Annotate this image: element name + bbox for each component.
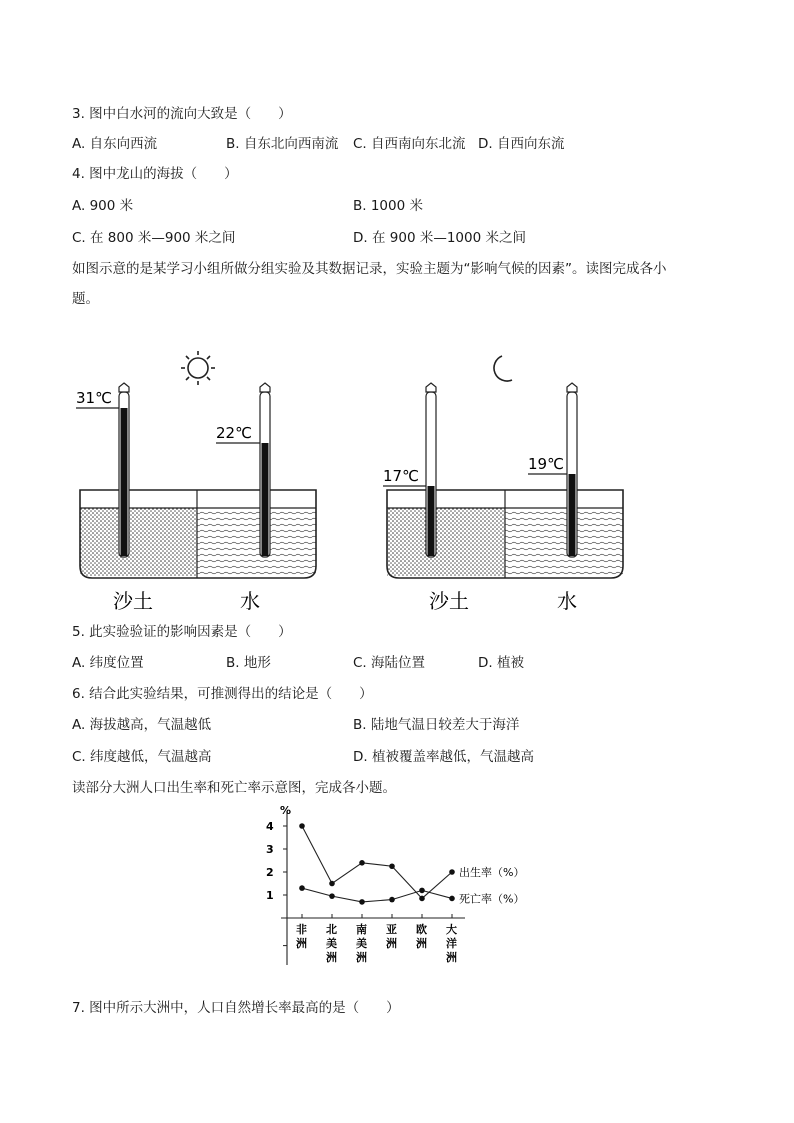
y-tick-label: 1 (266, 889, 274, 902)
intro-population-chart: 读部分大洲人口出生率和死亡率示意图，完成各小题。 (72, 780, 396, 796)
sun-icon (181, 351, 215, 385)
q4-option-d[interactable]: D. 在 900 米—1000 米之间 (353, 230, 526, 246)
series-label: 出生率（%） (459, 866, 525, 879)
x-tick-label: 亚 (386, 923, 397, 936)
q4-option-a[interactable]: A. 900 米 (72, 198, 134, 214)
data-point (329, 881, 335, 887)
q5-stem: 5. 此实验验证的影响因素是（ ） (72, 624, 292, 640)
data-point (359, 899, 365, 905)
series-line-1 (302, 888, 452, 902)
y-tick-label: 4 (266, 820, 274, 833)
q5-option-c[interactable]: C. 海陆位置 (353, 655, 426, 671)
x-tick-label: 美 (356, 937, 367, 950)
population-chart (250, 800, 550, 970)
day-sand-label: 沙土 (113, 589, 153, 613)
day-water-temp: 22℃ (216, 424, 252, 442)
night-sand-label: 沙土 (429, 589, 469, 613)
day-sand-temp: 31℃ (76, 389, 112, 407)
data-point (299, 823, 305, 829)
data-point (449, 869, 455, 875)
q3-stem: 3. 图中白水河的流向大致是（ ） (72, 106, 292, 122)
x-tick-label: 欧 (416, 923, 427, 936)
x-tick-label: 洲 (356, 951, 367, 964)
data-point (389, 863, 395, 869)
x-tick-label: 洲 (386, 937, 397, 950)
x-tick-label: 大 (446, 923, 457, 936)
night-container (387, 490, 623, 578)
data-point (449, 896, 455, 902)
q4-stem: 4. 图中龙山的海拔（ ） (72, 166, 238, 182)
data-point (359, 860, 365, 866)
x-tick-label: 洲 (416, 937, 427, 950)
q3-option-c[interactable]: C. 自西南向东北流 (353, 136, 466, 152)
x-tick-label: 美 (326, 937, 337, 950)
intro-experiment-line1: 如图示意的是某学习小组所做分组实验及其数据记录，实验主题为“影响气候的因素”。读图完成各小 (72, 261, 667, 277)
data-point (329, 893, 335, 899)
y-axis-label: % (280, 804, 292, 817)
day-water-label: 水 (240, 589, 260, 613)
moon-icon (494, 356, 512, 381)
q3-option-d[interactable]: D. 自西向东流 (478, 136, 565, 152)
data-point (419, 888, 425, 894)
experiment-figure (0, 340, 794, 620)
x-tick-label: 洲 (296, 937, 307, 950)
q3-option-b[interactable]: B. 自东北向西南流 (226, 136, 339, 152)
night-sand-temp: 17℃ (383, 467, 419, 485)
q5-option-b[interactable]: B. 地形 (226, 655, 271, 671)
y-tick-label: 3 (266, 843, 274, 856)
y-tick-label: 2 (266, 866, 274, 879)
series-line-0 (302, 826, 452, 898)
x-tick-label: 洲 (446, 951, 457, 964)
data-point (389, 897, 395, 903)
data-point (299, 885, 305, 891)
q3-option-a[interactable]: A. 自东向西流 (72, 136, 158, 152)
x-tick-label: 洋 (446, 937, 457, 950)
q6-option-a[interactable]: A. 海拔越高，气温越低 (72, 717, 212, 733)
q6-option-b[interactable]: B. 陆地气温日较差大于海洋 (353, 717, 520, 733)
q7-stem: 7. 图中所示大洲中，人口自然增长率最高的是（ ） (72, 1000, 400, 1016)
q5-option-a[interactable]: A. 纬度位置 (72, 655, 144, 671)
x-tick-label: 北 (326, 923, 337, 936)
q4-option-b[interactable]: B. 1000 米 (353, 198, 423, 214)
night-water-label: 水 (557, 589, 577, 613)
x-tick-label: 洲 (326, 951, 337, 964)
data-point (419, 896, 425, 902)
q4-option-c[interactable]: C. 在 800 米—900 米之间 (72, 230, 236, 246)
q6-stem: 6. 结合此实验结果，可推测得出的结论是（ ） (72, 686, 373, 702)
series-label: 死亡率（%） (459, 892, 525, 906)
intro-experiment-line2: 题。 (72, 291, 99, 307)
day-container (80, 490, 316, 578)
night-water-temp: 19℃ (528, 455, 564, 473)
x-tick-label: 南 (356, 923, 367, 936)
q5-option-d[interactable]: D. 植被 (478, 655, 524, 671)
q6-option-c[interactable]: C. 纬度越低，气温越高 (72, 749, 212, 765)
q6-option-d[interactable]: D. 植被覆盖率越低，气温越高 (353, 749, 534, 765)
x-tick-label: 非 (296, 923, 307, 936)
